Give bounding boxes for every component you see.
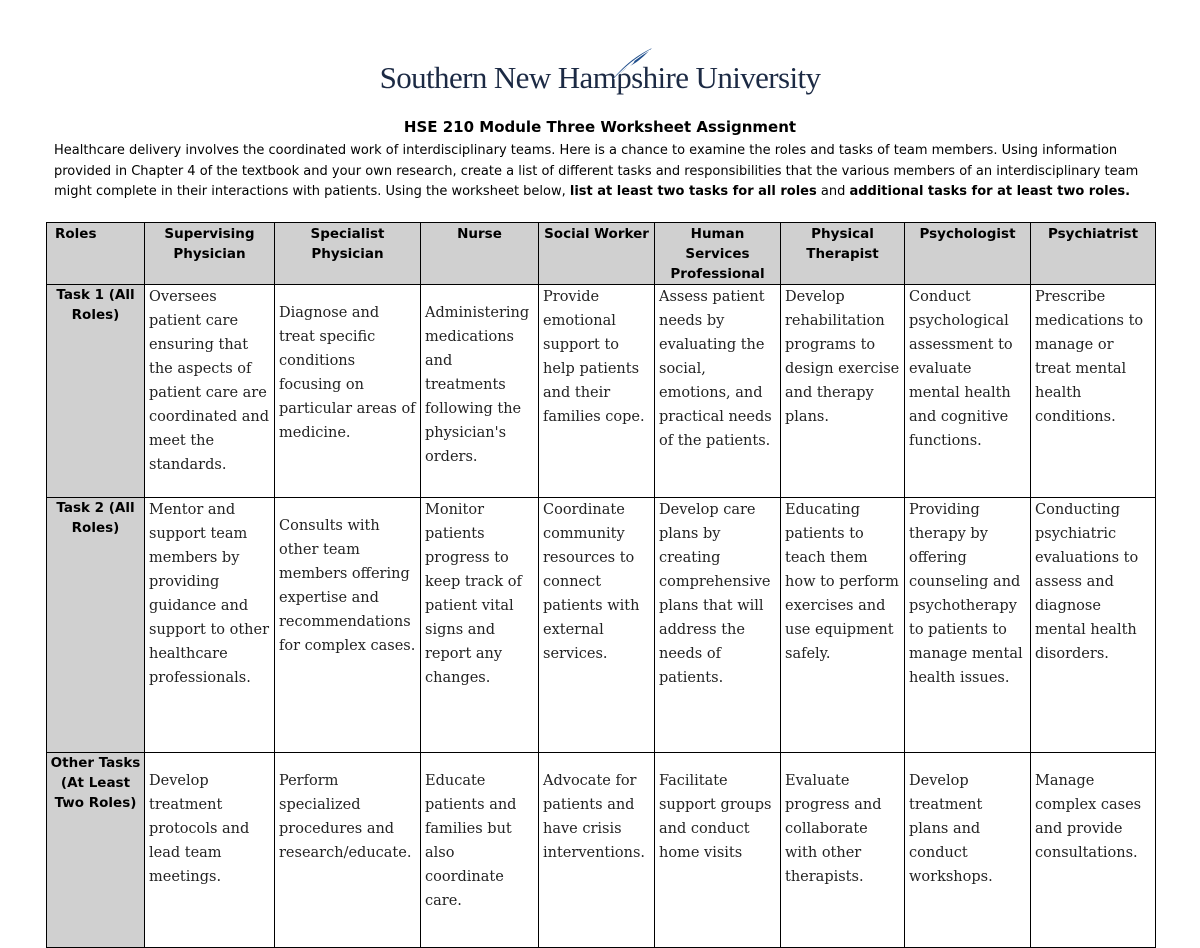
row-header-task-2: Task 2 (All Roles) (47, 498, 145, 753)
column-header-social-worker: Social Worker (539, 223, 655, 285)
column-header-supervising-physician: Supervising Physician (145, 223, 275, 285)
row-header-other-tasks: Other Tasks (At Least Two Roles) (47, 753, 145, 948)
task-cell: Prescribe medications to manage or treat mental health conditions. (1031, 285, 1156, 498)
table-row-task-2 (47, 498, 1156, 753)
task-cell: Diagnose and treat specific conditions focusing on particular areas of medicine. (275, 285, 421, 498)
column-header-human-services-professional: Human Services Professional (655, 223, 781, 285)
task-cell: Providing therapy by offering counseling and psychotherapy to patients to manage mental health issues. (905, 498, 1031, 753)
task-cell: Conducting psychiatric evaluations to assess and diagnose mental health disorders. (1031, 498, 1156, 753)
row-header-task-1: Task 1 (All Roles) (47, 285, 145, 498)
logo-text: Southern New Hampshire University (379, 60, 821, 95)
task-cell: Oversees patient care ensuring that the aspects of patient care are coordinated and meet the standards. (145, 285, 275, 498)
column-header-psychiatrist: Psychiatrist (1031, 223, 1156, 285)
instructions-text: Healthcare delivery involves the coordinated work of interdisciplinary teams. Here is a chance to examine the roles and tasks of team members. Using information provided in Chapter 4 of the textbook and your own research, create a list of different tasks and responsibilities that the various members of an interdisciplinary team might complete in their interactions with patients. Using the worksheet below, (54, 143, 1139, 199)
task-cell: Provide emotional support to help patients and their families cope. (539, 285, 655, 498)
task-cell: Educating patients to teach them how to perform exercises and use equipment safely. (781, 498, 905, 753)
assignment-instructions (54, 141, 1146, 203)
task-cell: Administering medications and treatments following the physician's orders. (421, 285, 539, 498)
task-cell: Educate patients and families but also coordinate care. (421, 753, 539, 948)
task-cell: Coordinate community resources to connect patients with external services. (539, 498, 655, 753)
instructions-bold-1: list at least two tasks for all roles (569, 184, 817, 199)
task-cell: Develop treatment plans and conduct workshops. (905, 753, 1031, 948)
table-header-row (47, 223, 1156, 285)
task-cell: Evaluate progress and collaborate with other therapists. (781, 753, 905, 948)
task-cell: Perform specialized procedures and research/educate. (275, 753, 421, 948)
page-title: HSE 210 Module Three Worksheet Assignment (403, 118, 797, 136)
column-header-specialist-physician: Specialist Physician (275, 223, 421, 285)
column-header-nurse: Nurse (421, 223, 539, 285)
table-row-task-1 (47, 285, 1156, 498)
task-cell: Develop rehabilitation programs to design exercise and therapy plans. (781, 285, 905, 498)
table-row-other-tasks (47, 753, 1156, 948)
task-cell: Monitor patients progress to keep track of patient vital signs and report any changes. (421, 498, 539, 753)
task-cell: Develop treatment protocols and lead team meetings. (145, 753, 275, 948)
task-cell: Advocate for patients and have crisis interventions. (539, 753, 655, 948)
task-cell: Conduct psychological assessment to evaluate mental health and cognitive functions. (905, 285, 1031, 498)
task-cell: Mentor and support team members by providing guidance and support to other healthcare professionals. (145, 498, 275, 753)
roles-worksheet-table (46, 222, 1156, 948)
university-logo (0, 52, 1200, 104)
column-header-physical-therapist: Physical Therapist (781, 223, 905, 285)
task-cell: Facilitate support groups and conduct home visits (655, 753, 781, 948)
column-header-roles: Roles (47, 223, 145, 285)
quill-icon (608, 46, 654, 82)
column-header-psychologist: Psychologist (905, 223, 1031, 285)
task-cell: Develop care plans by creating comprehensive plans that will address the needs of patients. (655, 498, 781, 753)
task-cell: Consults with other team members offering expertise and recommendations for complex cases. (275, 498, 421, 753)
instructions-text-mid: and (816, 184, 850, 199)
instructions-bold-2: additional tasks for at least two roles. (849, 184, 1131, 199)
task-cell: Manage complex cases and provide consultations. (1031, 753, 1156, 948)
task-cell: Assess patient needs by evaluating the social, emotions, and practical needs of the patients. (655, 285, 781, 498)
